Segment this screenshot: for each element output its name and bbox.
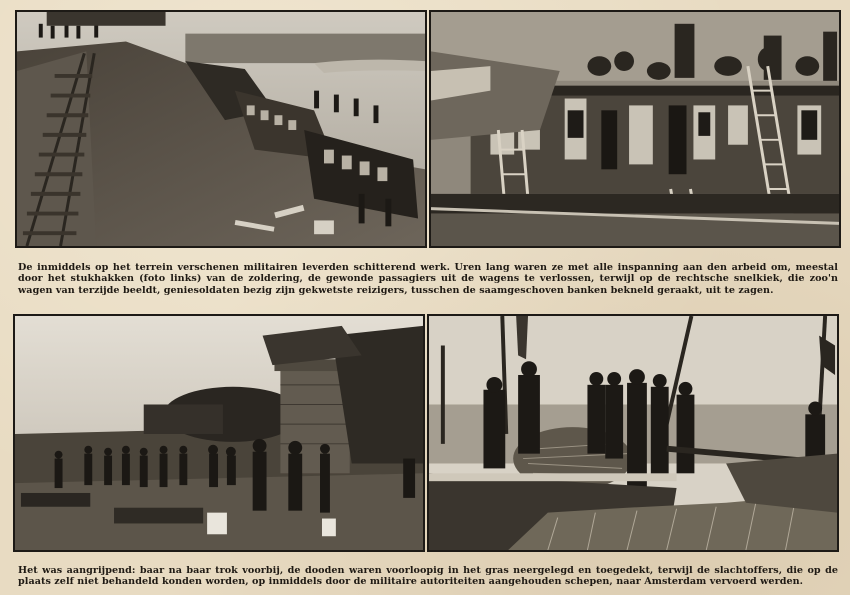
photo-2-image	[431, 12, 839, 246]
photo-1-image	[17, 12, 425, 246]
caption-top-photos: De inmiddels op het terrein verschenen militairen leverden schitterend werk. Uren lang waren ze met alle inspanning aan den arbeid om, meestal door het stukhakken (foto links) van de zoldering, de gewonde passagiers uit de wagens te verlossen, terwijl op de rechtsche snelkiek, die zoo'n wagen van terzijde beeldt, geniesoldaten bezig zijn gekwetste reizigers, tusschen de saamgeschoven banken bekneld geraakt, uit te zagen.	[18, 262, 838, 296]
photo-4-image	[429, 316, 837, 550]
photo-carriage-side-view-ladders	[429, 10, 841, 248]
photo-loading-boats	[427, 314, 839, 552]
caption-bottom-photos: Het was aangrijpend: baar na baar trok voorbij, de dooden waren voorloopig in het gras neergelegd en toegedekt, terwijl de slachtoffers, die op de plaats zelf niet behandeld konden worden, op inmiddels door de militaire autoriteiten aangehouden schepen, naar Amsterdam vervoerd werden.	[18, 565, 838, 588]
photo-stretchers-bridge-pier	[13, 314, 425, 552]
photo-derailed-carriages-embankment	[15, 10, 427, 248]
photo-3-image	[15, 316, 423, 550]
